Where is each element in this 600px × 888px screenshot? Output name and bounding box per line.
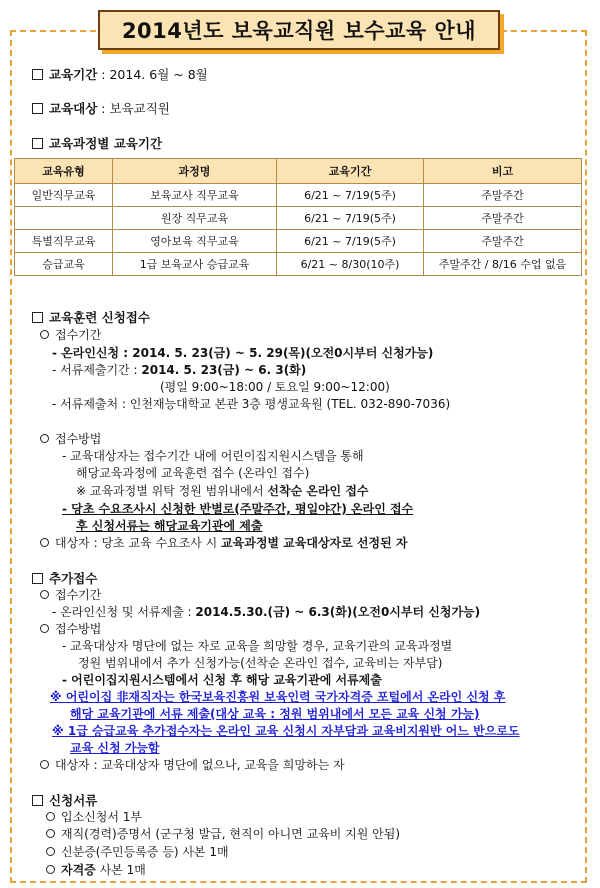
cell: 보육교사 직무교육 bbox=[113, 184, 277, 207]
square-bullet-icon bbox=[32, 795, 43, 806]
apply-period-label: 접수기간 bbox=[40, 328, 101, 343]
additional-period-label: 접수기간 bbox=[40, 588, 101, 603]
apply-method-5: 후 신청서류는 해당교육기관에 제출 bbox=[76, 519, 263, 533]
circle-bullet-icon bbox=[40, 590, 49, 599]
cell: 영아보육 직무교육 bbox=[113, 230, 277, 253]
apply-doc-place: - 서류제출처 : 인천재능대학교 본관 3층 평생교육원 (TEL. 032-890-7036) bbox=[52, 397, 451, 411]
cell bbox=[15, 207, 113, 230]
circle-bullet-icon bbox=[40, 330, 49, 339]
cell: 원장 직무교육 bbox=[113, 207, 277, 230]
list-item: 재직(경력)증명서 (군구청 발급, 현직이 아니면 교육비 지원 안됨) bbox=[46, 827, 400, 842]
apply-heading: 교육훈련 신청접수 bbox=[32, 310, 150, 325]
apply-method-4: - 당초 수요조사시 신청한 반별로(주말주간, 평일야간) 온라인 접수 bbox=[62, 502, 414, 516]
circle-bullet-icon bbox=[46, 865, 55, 874]
cell: 6/21 ~ 7/19(5주) bbox=[277, 184, 424, 207]
square-bullet-icon bbox=[32, 312, 43, 323]
course-section-heading: 교육과정별 교육기간 bbox=[32, 136, 162, 151]
target-row: 교육대상 : 보육교직원 bbox=[32, 101, 170, 116]
list-item: 입소신청서 1부 bbox=[46, 810, 142, 825]
header-course: 과정명 bbox=[113, 159, 277, 184]
cell: 승급교육 bbox=[15, 253, 113, 276]
cell: 주말주간 bbox=[424, 207, 582, 230]
circle-bullet-icon bbox=[40, 624, 49, 633]
period-row: 교육기간 : 2014. 6월 ~ 8월 bbox=[32, 67, 208, 82]
additional-note-1a: ※ 어린이집 非재직자는 한국보육진흥원 보육인력 국가자격증 포털에서 온라인 신청 후 bbox=[50, 690, 506, 704]
square-bullet-icon bbox=[32, 138, 43, 149]
circle-bullet-icon bbox=[40, 434, 49, 443]
square-bullet-icon bbox=[32, 103, 43, 114]
apply-method-1: - 교육대상자는 접수기간 내에 어린이집지원시스템을 통해 bbox=[62, 449, 364, 463]
table-row bbox=[15, 207, 582, 230]
circle-bullet-icon bbox=[46, 829, 55, 838]
cell: 주말주간 bbox=[424, 184, 582, 207]
circle-bullet-icon bbox=[40, 760, 49, 769]
cell: 6/21 ~ 7/19(5주) bbox=[277, 230, 424, 253]
apply-target: 대상자 : 당초 교육 수요조사 시 교육과정별 교육대상자로 선정된 자 bbox=[40, 536, 407, 551]
table-row bbox=[15, 253, 582, 276]
additional-heading: 추가접수 bbox=[32, 571, 97, 586]
circle-bullet-icon bbox=[46, 847, 55, 856]
header-period: 교육기간 bbox=[277, 159, 424, 184]
table-row bbox=[15, 230, 582, 253]
additional-note-2b: 교육 신청 가능함 bbox=[70, 741, 160, 755]
cell: 1급 보육교사 승급교육 bbox=[113, 253, 277, 276]
circle-bullet-icon bbox=[40, 538, 49, 547]
apply-online: - 온라인신청 : 2014. 5. 23(금) ~ 5. 29(목)(오전0시부터 신청가능) bbox=[52, 346, 434, 360]
additional-note-2a: ※ 1급 승급교육 추가접수자는 온라인 교육 신청시 자부담과 교육비지원반 어느 반으로도 bbox=[52, 724, 520, 738]
square-bullet-icon bbox=[32, 573, 43, 584]
cell: 주말주간 / 8/16 수업 없음 bbox=[424, 253, 582, 276]
apply-method-3: ※ 교육과정별 위탁 정원 범위내에서 선착순 온라인 접수 bbox=[76, 484, 369, 498]
circle-bullet-icon bbox=[46, 812, 55, 821]
cell: 6/21 ~ 7/19(5주) bbox=[277, 207, 424, 230]
cell: 특별직무교육 bbox=[15, 230, 113, 253]
apply-doc-hours: (평일 9:00~18:00 / 토요일 9:00~12:00) bbox=[160, 380, 390, 394]
course-table bbox=[14, 158, 582, 276]
additional-target: 대상자 : 교육대상자 명단에 없으나, 교육을 희망하는 자 bbox=[40, 758, 345, 773]
apply-doc-period: - 서류제출기간 : 2014. 5. 23(금) ~ 6. 3(화) bbox=[52, 363, 307, 377]
cell: 6/21 ~ 8/30(10주) bbox=[277, 253, 424, 276]
apply-method-2: 해당교육과정에 교육훈련 접수 (온라인 접수) bbox=[76, 466, 310, 480]
header-note: 비고 bbox=[424, 159, 582, 184]
list-item: 자격증 사본 1매 bbox=[46, 863, 146, 878]
cell: 일반직무교육 bbox=[15, 184, 113, 207]
square-bullet-icon bbox=[32, 69, 43, 80]
additional-method-label: 접수방법 bbox=[40, 622, 101, 637]
page-title: 2014년도 보육교직원 보수교육 안내 bbox=[98, 10, 500, 50]
additional-note-1b: 해당 교육기관에 서류 제출(대상 교육 : 정원 범위내에서 모든 교육 신청 가능) bbox=[70, 707, 480, 721]
additional-method-3: - 어린이집지원시스템에서 신청 후 해당 교육기관에 서류제출 bbox=[62, 673, 382, 687]
list-item: 신분증(주민등록증 등) 사본 1매 bbox=[46, 845, 229, 860]
header-type: 교육유형 bbox=[15, 159, 113, 184]
documents-heading: 신청서류 bbox=[32, 793, 97, 808]
additional-period: - 온라인신청 및 서류제출 : 2014.5.30.(금) ~ 6.3(화)(오전0시부터 신청가능) bbox=[52, 605, 481, 619]
table-header-row bbox=[15, 159, 582, 184]
apply-method-label: 접수방법 bbox=[40, 432, 101, 447]
table-row bbox=[15, 184, 582, 207]
cell: 주말주간 bbox=[424, 230, 582, 253]
additional-method-1: - 교육대상자 명단에 없는 자로 교육을 희망할 경우, 교육기관의 교육과정별 bbox=[62, 639, 453, 653]
additional-method-2: 정원 범위내에서 추가 신청가능(선착순 온라인 접수, 교육비는 자부담) bbox=[78, 656, 443, 670]
